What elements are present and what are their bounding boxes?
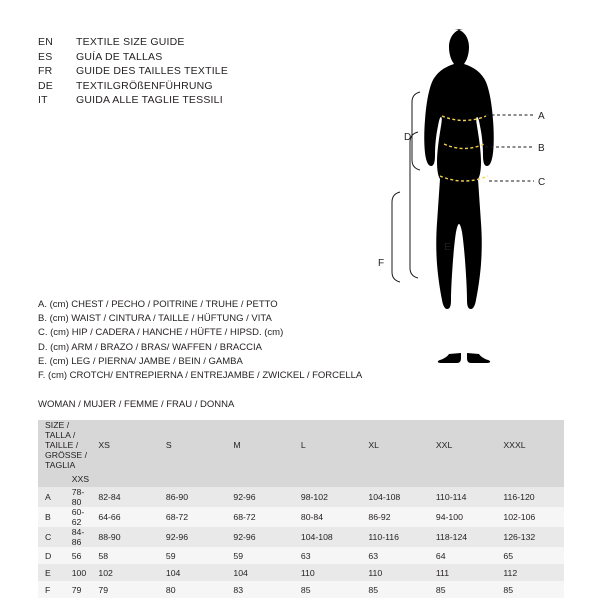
row-label-f: F bbox=[38, 581, 65, 598]
cell: 79 bbox=[91, 581, 159, 598]
legend-line-d: D. (cm) ARM / BRAZO / BRAS/ WAFFEN / BRACCIA bbox=[38, 341, 262, 353]
cell: 79 bbox=[65, 581, 92, 598]
cell: 80-84 bbox=[294, 507, 362, 527]
gender-label: WOMAN / MUJER / FEMME / FRAU / DONNA bbox=[38, 399, 235, 410]
title-row bbox=[38, 65, 368, 77]
title-row bbox=[38, 51, 368, 63]
cell: 64 bbox=[429, 547, 497, 564]
cell: 60-62 bbox=[65, 507, 92, 527]
cell: 85 bbox=[361, 581, 429, 598]
cell: 84-86 bbox=[65, 527, 92, 547]
title-row bbox=[38, 36, 368, 48]
crotch-bracket bbox=[392, 192, 400, 282]
size-table bbox=[38, 420, 564, 598]
label-A: A bbox=[538, 111, 545, 122]
cell: 98-102 bbox=[294, 487, 362, 507]
cell: 64-66 bbox=[91, 507, 159, 527]
title-text-en: TEXTILE SIZE GUIDE bbox=[76, 36, 185, 48]
cell: 86-92 bbox=[361, 507, 429, 527]
label-E: E bbox=[444, 242, 451, 253]
cell: 110 bbox=[361, 564, 429, 581]
cell: 102-106 bbox=[496, 507, 564, 527]
table-row bbox=[38, 527, 564, 547]
cell: 82-84 bbox=[91, 487, 159, 507]
size-table-wrap bbox=[38, 420, 564, 598]
row-label-e: E bbox=[38, 564, 65, 581]
cell: 102 bbox=[91, 564, 159, 581]
cell: 104 bbox=[159, 564, 227, 581]
cell: 111 bbox=[429, 564, 497, 581]
cell: 92-96 bbox=[226, 527, 294, 547]
col-header-blank bbox=[38, 470, 65, 487]
cell: 110-116 bbox=[361, 527, 429, 547]
legend-line-a: A. (cm) CHEST / PECHO / POITRINE / TRUHE / PETTO bbox=[38, 299, 278, 310]
title-text-it: GUIDA ALLE TAGLIE TESSILI bbox=[76, 94, 223, 106]
cell: 85 bbox=[294, 581, 362, 598]
cell: 56 bbox=[65, 547, 92, 564]
legend-line-e: E. (cm) LEG / PIERNA/ JAMBE / BEIN / GAMBA bbox=[38, 355, 243, 367]
title-lang-es: ES bbox=[38, 50, 53, 63]
cell: 104-108 bbox=[294, 527, 362, 547]
title-row bbox=[38, 94, 368, 106]
col-header-l: L bbox=[294, 420, 362, 470]
row-label-a: A bbox=[38, 487, 65, 507]
row-label-c: C bbox=[38, 527, 65, 547]
col-header-xl: XL bbox=[361, 420, 429, 470]
title-lang-fr: FR bbox=[38, 65, 53, 77]
col-header-m: M bbox=[226, 420, 294, 470]
table-row bbox=[38, 507, 564, 527]
col-header-s: S bbox=[159, 420, 227, 470]
table-header-row bbox=[38, 420, 564, 470]
title-lang-de: DE bbox=[38, 79, 53, 92]
title-lang-en: EN bbox=[38, 36, 53, 48]
cell: 126-132 bbox=[496, 527, 564, 547]
cell: 63 bbox=[294, 547, 362, 564]
legend-block bbox=[38, 298, 438, 383]
cell: 116-120 bbox=[496, 487, 564, 507]
title-text-es: GUÍA DE TALLAS bbox=[76, 50, 163, 63]
title-block bbox=[38, 36, 368, 109]
table-subheader-row bbox=[38, 470, 564, 487]
cell: 104-108 bbox=[361, 487, 429, 507]
cell: 104 bbox=[226, 564, 294, 581]
cell: 68-72 bbox=[159, 507, 227, 527]
label-D: D bbox=[404, 132, 412, 143]
cell: 86-90 bbox=[159, 487, 227, 507]
cell: 88-90 bbox=[91, 527, 159, 547]
cell: 110-114 bbox=[429, 487, 497, 507]
table-row bbox=[38, 564, 564, 581]
label-B: B bbox=[538, 143, 545, 154]
cell: 83 bbox=[226, 581, 294, 598]
table-row bbox=[38, 581, 564, 598]
legend-line-b: B. (cm) WAIST / CINTURA / TAILLE / HÜFTUNG / VITA bbox=[38, 313, 272, 325]
title-lang-it: IT bbox=[38, 94, 48, 106]
title-text-fr: GUIDE DES TAILLES TEXTILE bbox=[76, 65, 229, 77]
cell: 85 bbox=[429, 581, 497, 598]
cell: 110 bbox=[294, 564, 362, 581]
cell: 85 bbox=[496, 581, 564, 598]
col-header-xxxl: XXXL bbox=[496, 420, 564, 470]
cell: 100 bbox=[65, 564, 92, 581]
col-header-xxs: XXS bbox=[65, 470, 92, 487]
size-header-label: SIZE / TALLA / TAILLE / GRÖSSE / TAGLIA bbox=[38, 420, 91, 470]
cell: 118-124 bbox=[429, 527, 497, 547]
leg-bracket bbox=[410, 132, 418, 278]
cell: 78-80 bbox=[65, 487, 92, 507]
arm-bracket bbox=[412, 92, 420, 170]
table-row bbox=[38, 487, 564, 507]
title-row bbox=[38, 80, 368, 92]
row-label-b: B bbox=[38, 507, 65, 527]
cell: 94-100 bbox=[429, 507, 497, 527]
cell: 58 bbox=[91, 547, 159, 564]
title-text-de: TEXTILGRÖßENFÜHRUNG bbox=[76, 79, 213, 92]
cell: 59 bbox=[226, 547, 294, 564]
legend-line-f: F. (cm) CROTCH/ ENTREPIERNA / ENTREJAMBE / ZWICKEL / FORCELLA bbox=[38, 370, 363, 382]
label-C: C bbox=[538, 177, 546, 188]
label-F: F bbox=[378, 258, 385, 269]
cell: 63 bbox=[361, 547, 429, 564]
cell: 65 bbox=[496, 547, 564, 564]
row-label-d: D bbox=[38, 547, 65, 564]
col-header-xs: XS bbox=[91, 420, 159, 470]
cell: 92-96 bbox=[226, 487, 294, 507]
cell: 80 bbox=[159, 581, 227, 598]
cell: 59 bbox=[159, 547, 227, 564]
col-header-xxl: XXL bbox=[429, 420, 497, 470]
cell: 92-96 bbox=[159, 527, 227, 547]
table-row bbox=[38, 547, 564, 564]
cell: 112 bbox=[496, 564, 564, 581]
cell: 68-72 bbox=[226, 507, 294, 527]
legend-line-c: C. (cm) HIP / CADERA / HANCHE / HÜFTE / HIPSD. (cm) bbox=[38, 327, 284, 339]
